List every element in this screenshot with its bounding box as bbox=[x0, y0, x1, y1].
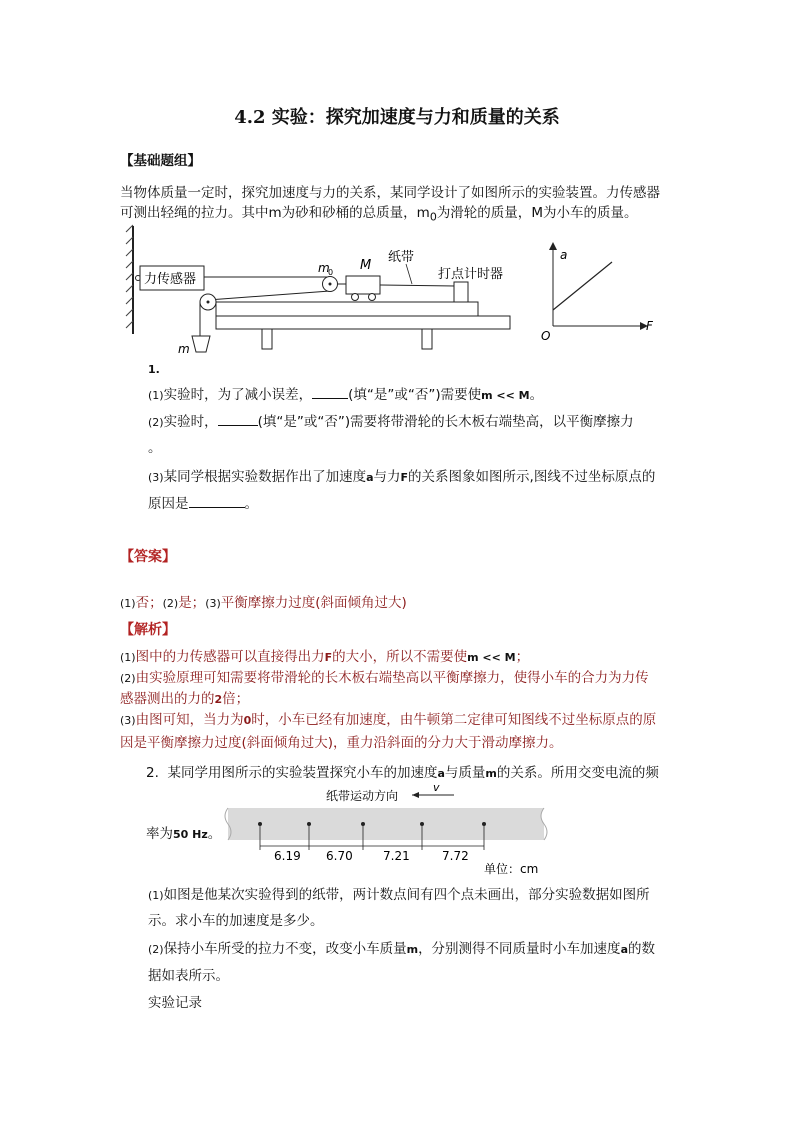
segment-label: 6.19 bbox=[274, 849, 301, 863]
table-leg bbox=[422, 329, 432, 349]
answer-blank bbox=[189, 493, 245, 508]
question-number-1: 1. bbox=[148, 363, 160, 376]
answer-text: 平衡摩擦力过度(斜面倾角过大) bbox=[220, 595, 407, 611]
var-a: a bbox=[620, 943, 628, 956]
intro-text: 为滑轮的质量， bbox=[436, 205, 532, 221]
page-title: 4.2 实验：探究加速度与力和质量的关系 bbox=[234, 107, 560, 128]
analysis-line-4 bbox=[120, 709, 656, 732]
var-m: m bbox=[485, 767, 497, 780]
q1-text: 实验时， bbox=[163, 414, 218, 430]
analysis-condition: m << M bbox=[467, 651, 516, 664]
analysis-number: (2) bbox=[120, 672, 136, 685]
frequency: 50 Hz bbox=[173, 828, 208, 841]
q1-text: 与力 bbox=[373, 469, 401, 485]
part-number: (1) bbox=[148, 889, 164, 902]
analysis-text: 的大小，所以不需要使 bbox=[332, 649, 468, 665]
q1-text: 。 bbox=[244, 496, 258, 512]
label-m0: m bbox=[318, 261, 330, 275]
origin-label: O bbox=[541, 329, 551, 343]
answer-number: (3) bbox=[205, 597, 221, 610]
part-number: (1) bbox=[148, 389, 164, 402]
question-number-2: 2. bbox=[146, 765, 159, 781]
axis-F-label: F bbox=[646, 319, 653, 333]
var-M: M bbox=[531, 205, 543, 221]
var-m0: m bbox=[416, 205, 430, 221]
axis-a-label: a bbox=[560, 248, 568, 262]
tape-direction-label: 纸带运动方向 bbox=[326, 789, 399, 803]
answer-number: (1) bbox=[120, 597, 136, 610]
q2-text: 如图是他某次实验得到的纸带，两计数点间有四个点未画出，部分实验数据如图所 bbox=[163, 887, 650, 903]
var-a: a bbox=[437, 767, 445, 780]
answer-text: 是； bbox=[178, 595, 206, 611]
q1-part-2 bbox=[148, 411, 634, 434]
label-timer: 打点计时器 bbox=[438, 267, 504, 282]
q1-text: 原因是 bbox=[148, 496, 189, 512]
var-a: a bbox=[366, 471, 374, 484]
analysis-heading: 【解析】 bbox=[120, 622, 176, 638]
q2-part-1 bbox=[148, 884, 650, 907]
q2-text: 的数 bbox=[628, 941, 655, 957]
segment-label: 6.70 bbox=[326, 849, 353, 863]
analysis-text: ； bbox=[515, 649, 530, 665]
analysis-text: 由实验原理可知需要将带滑轮的长木板右端垫高以平衡摩擦力，使得小车的合力为力传 bbox=[135, 670, 649, 686]
force-sensor-label: 力传感器 bbox=[144, 272, 197, 287]
q1-text: (填“是”或“否”)需要使 bbox=[348, 387, 482, 403]
velocity-label: v bbox=[433, 784, 440, 794]
q1-text: (填“是”或“否”)需要将带滑轮的长木板右端垫高，以平衡摩擦力 bbox=[257, 414, 634, 430]
q2-text: 某同学用图所示的实验装置探究小车的加速度 bbox=[167, 765, 438, 781]
var-m: m bbox=[406, 943, 419, 956]
q2-line-2 bbox=[146, 823, 221, 846]
q1-text: 的关系图象如图所示,图线不过坐标原点的 bbox=[408, 469, 656, 485]
answer-heading: 【答案】 bbox=[120, 549, 176, 565]
analysis-line-3 bbox=[120, 688, 249, 711]
cart-wheel bbox=[369, 294, 376, 301]
analysis-text: 倍； bbox=[222, 691, 250, 707]
graph-line bbox=[553, 262, 612, 310]
cart bbox=[346, 276, 380, 294]
q2-text: 与质量 bbox=[444, 765, 486, 781]
var-F: F bbox=[400, 471, 409, 484]
label-M: M bbox=[360, 258, 372, 273]
paper-tape-figure bbox=[222, 784, 552, 876]
section-heading: 【基础题组】 bbox=[120, 153, 201, 169]
analysis-number: (1) bbox=[120, 651, 136, 664]
q2-part-2 bbox=[148, 938, 655, 961]
unit-label: 单位：cm bbox=[484, 862, 539, 876]
table-leg bbox=[262, 329, 272, 349]
long-board bbox=[216, 302, 478, 316]
segment-label: 7.72 bbox=[442, 849, 469, 863]
analysis-line-5: 因是平衡摩擦力过度(斜面倾角过大)，重力沿斜面的分力大于滑动摩擦力。 bbox=[120, 735, 563, 751]
var-m: m bbox=[268, 205, 282, 221]
q2-text: 。 bbox=[207, 826, 222, 842]
intro-text: 为小车的质量。 bbox=[542, 205, 638, 221]
q1-part-3 bbox=[148, 466, 655, 489]
q2-line-1 bbox=[146, 762, 659, 785]
wall-hatching bbox=[126, 225, 133, 328]
answer-text: 否； bbox=[135, 595, 163, 611]
intro-text: 可测出轻绳的拉力。其中 bbox=[120, 205, 269, 221]
string-lower bbox=[208, 291, 330, 300]
paper-tape bbox=[380, 285, 455, 286]
analysis-zero: 0 bbox=[243, 714, 252, 727]
table-top bbox=[216, 316, 510, 329]
q1-text: 实验时，为了减小误差， bbox=[163, 387, 313, 403]
answer-blank bbox=[312, 384, 348, 399]
label-m: m bbox=[178, 342, 190, 356]
timer-box bbox=[454, 282, 468, 302]
var-m0-sub: 0 bbox=[429, 210, 437, 224]
answer-number: (2) bbox=[162, 597, 179, 610]
answer-blank bbox=[218, 411, 258, 426]
analysis-line-1 bbox=[120, 646, 529, 669]
answer-line bbox=[120, 592, 407, 615]
q2-text: ，分别测得不同质量时小车加速度 bbox=[418, 941, 621, 957]
analysis-text: 时，小车已经有加速度，由牛顿第二定律可知图线不过坐标原点的原 bbox=[251, 712, 657, 728]
q2-part-1-line2: 示。求小车的加速度是多少。 bbox=[148, 913, 324, 929]
q1-text: 某同学根据实验数据作出了加速度 bbox=[163, 469, 367, 485]
q2-text: 率为 bbox=[146, 826, 173, 842]
var-F: F bbox=[324, 651, 333, 664]
sand-bucket bbox=[192, 336, 210, 352]
label-m0-sub: 0 bbox=[328, 268, 334, 277]
analysis-text: 由图可知，当力为 bbox=[135, 712, 244, 728]
segment-label: 7.21 bbox=[383, 849, 410, 863]
q1-condition: m << M bbox=[481, 389, 530, 402]
part-number: (3) bbox=[148, 471, 164, 484]
q1-part-1 bbox=[148, 384, 543, 407]
q2-part-2-line2: 据如表所示。 bbox=[148, 968, 229, 984]
label-tape: 纸带 bbox=[388, 250, 415, 265]
part-number: (2) bbox=[148, 943, 164, 956]
intro-line-1: 当物体质量一定时，探究加速度与力的关系，某同学设计了如图所示的实验装置。力传感器 bbox=[120, 185, 660, 201]
analysis-number: (3) bbox=[120, 714, 136, 727]
cart-wheel bbox=[352, 294, 359, 301]
tape-strip bbox=[228, 808, 544, 840]
q1-text: 。 bbox=[529, 387, 544, 403]
intro-text: 为砂和砂桶的总质量， bbox=[281, 205, 417, 221]
experiment-record-label: 实验记录 bbox=[148, 995, 202, 1011]
analysis-text: 图中的力传感器可以直接得出力 bbox=[135, 649, 325, 665]
q2-text: 保持小车所受的拉力不变，改变小车质量 bbox=[163, 941, 407, 957]
part-number: (2) bbox=[148, 416, 164, 429]
analysis-text: 感器测出的力的 bbox=[120, 691, 215, 707]
q1-part-3-line2 bbox=[148, 493, 258, 515]
analysis-line-2 bbox=[120, 667, 649, 690]
q1-part-2-end: 。 bbox=[148, 440, 162, 456]
q2-text: 的关系。所用交变电流的频 bbox=[496, 765, 659, 781]
apparatus-figure bbox=[120, 222, 680, 362]
analysis-number-two: 2 bbox=[214, 693, 223, 706]
